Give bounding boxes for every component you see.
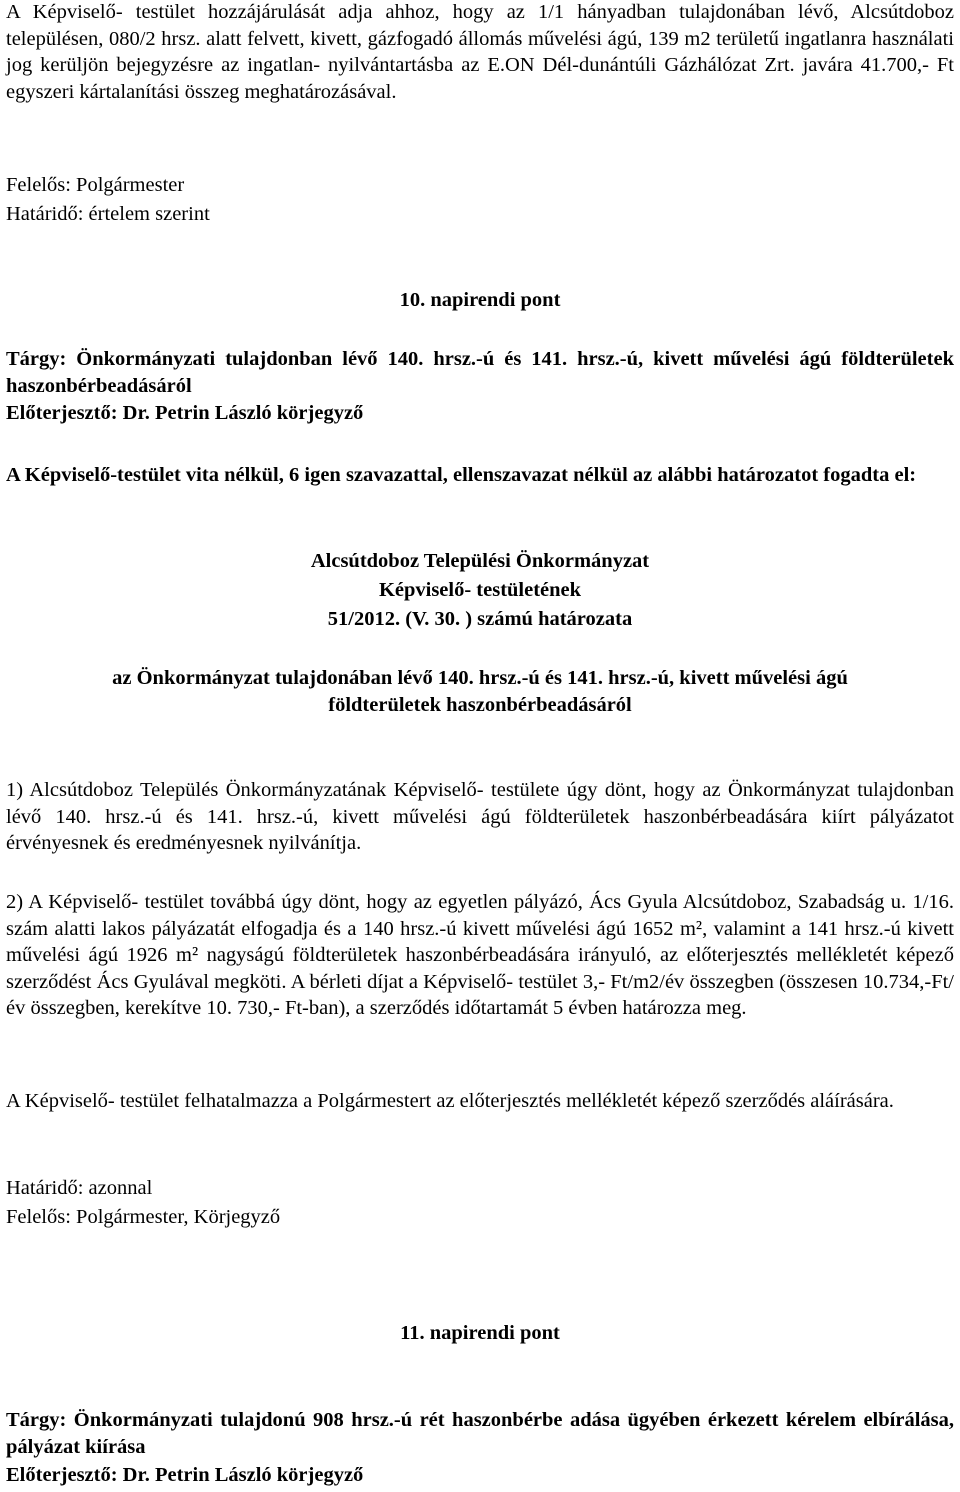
item11-presenter: Előterjesztő: Dr. Petrin László körjegyző <box>6 1464 364 1486</box>
item10-subject: Tárgy: Önkormányzati tulajdonban lévő 140. hrsz.-ú és 141. hrsz.-ú, kivett művelési ágú földterületek haszonbérbeadásáról <box>6 348 954 397</box>
resolution-title-line2: földterületek haszonbérbeadásáról <box>328 694 632 716</box>
resolution-line2: Képviselő- testületének <box>378 579 582 601</box>
item10-heading: 10. napirendi pont <box>399 289 561 311</box>
item11-subject: Tárgy: Önkormányzati tulajdonú 908 hrsz.-ú rét haszonbérbe adása ügyében érkezett kérelem elbírálása, pályázat kiírása <box>6 1409 954 1458</box>
intro-responsible: Felelős: Polgármester <box>6 174 185 196</box>
resolution-line1: Alcsútdoboz Települési Önkormányzat <box>310 550 650 572</box>
item10-deadline: Határidő: azonnal <box>6 1177 153 1199</box>
resolution-point-2: 2) A Képviselő- testület továbbá úgy dönt, hogy az egyetlen pályázó, Ács Gyula Alcsútdoboz, Szabadság u. 1/16. szám alatti lakos pályázatát elfogadja és a 140 hrsz.-ú kivett művelési ágú 1652 m², valamint a 141 hrsz.-ú kivett művelési ágú 1926 m² nagyságú földterületek haszonbérbeadására irányuló, az előterjesztés mellékletét képező szerződést Ács Gyulával megköti. A bérleti díjat a Képviselő- testület 3,- Ft/m2/év összegben (összesen 10.734,-Ft/év összegben, kerekítve 10. 730,- Ft-ban), a szerződés időtartamát 5 évben határozza meg. <box>6 891 954 1019</box>
intro-deadline: Határidő: értelem szerint <box>6 203 210 225</box>
item10-responsible: Felelős: Polgármester, Körjegyző <box>6 1206 281 1228</box>
resolution-title-line1: az Önkormányzat tulajdonában lévő 140. hrsz.-ú és 141. hrsz.-ú, kivett művelési ágú <box>112 667 848 689</box>
item10-presenter: Előterjesztő: Dr. Petrin László körjegyző <box>6 402 364 424</box>
resolution-line3: 51/2012. (V. 30. ) számú határozata <box>327 608 633 630</box>
item10-vote: A Képviselő-testület vita nélkül, 6 igen szavazattal, ellenszavazat nélkül az alábbi határozatot fogadta el: <box>6 464 917 486</box>
resolution-point-1: 1) Alcsútdoboz Település Önkormányzatának Képviselő- testülete úgy dönt, hogy az Önkormányzat tulajdonban lévő 140. hrsz.-ú és 141. hrsz.-ú, kivett művelési ágú földterületek haszonbérbeadására kiírt pályázatot érvényesnek és eredményesnek nyilvánítja. <box>6 779 954 854</box>
item11-heading: 11. napirendi pont <box>400 1322 560 1344</box>
resolution-authorization: A Képviselő- testület felhatalmazza a Polgármestert az előterjesztés mellékletét képező szerződés aláírására. <box>6 1090 894 1112</box>
intro-paragraph: A Képviselő- testület hozzájárulását adja ahhoz, hogy az 1/1 hányadban tulajdonában lévő, Alcsútdoboz településen, 080/2 hrsz. alatt felvett, kivett, gázfogadó állomás művelési ágú, 139 m2 területű ingatlanra használati jog kerüljön bejegyzésre az ingatlan- nyilvántartásba az E.ON Dél-dunántúli Gázhálózat Zrt. javára 41.700,- Ft egyszeri kártalanítási összeg meghatározásával. <box>6 1 954 103</box>
